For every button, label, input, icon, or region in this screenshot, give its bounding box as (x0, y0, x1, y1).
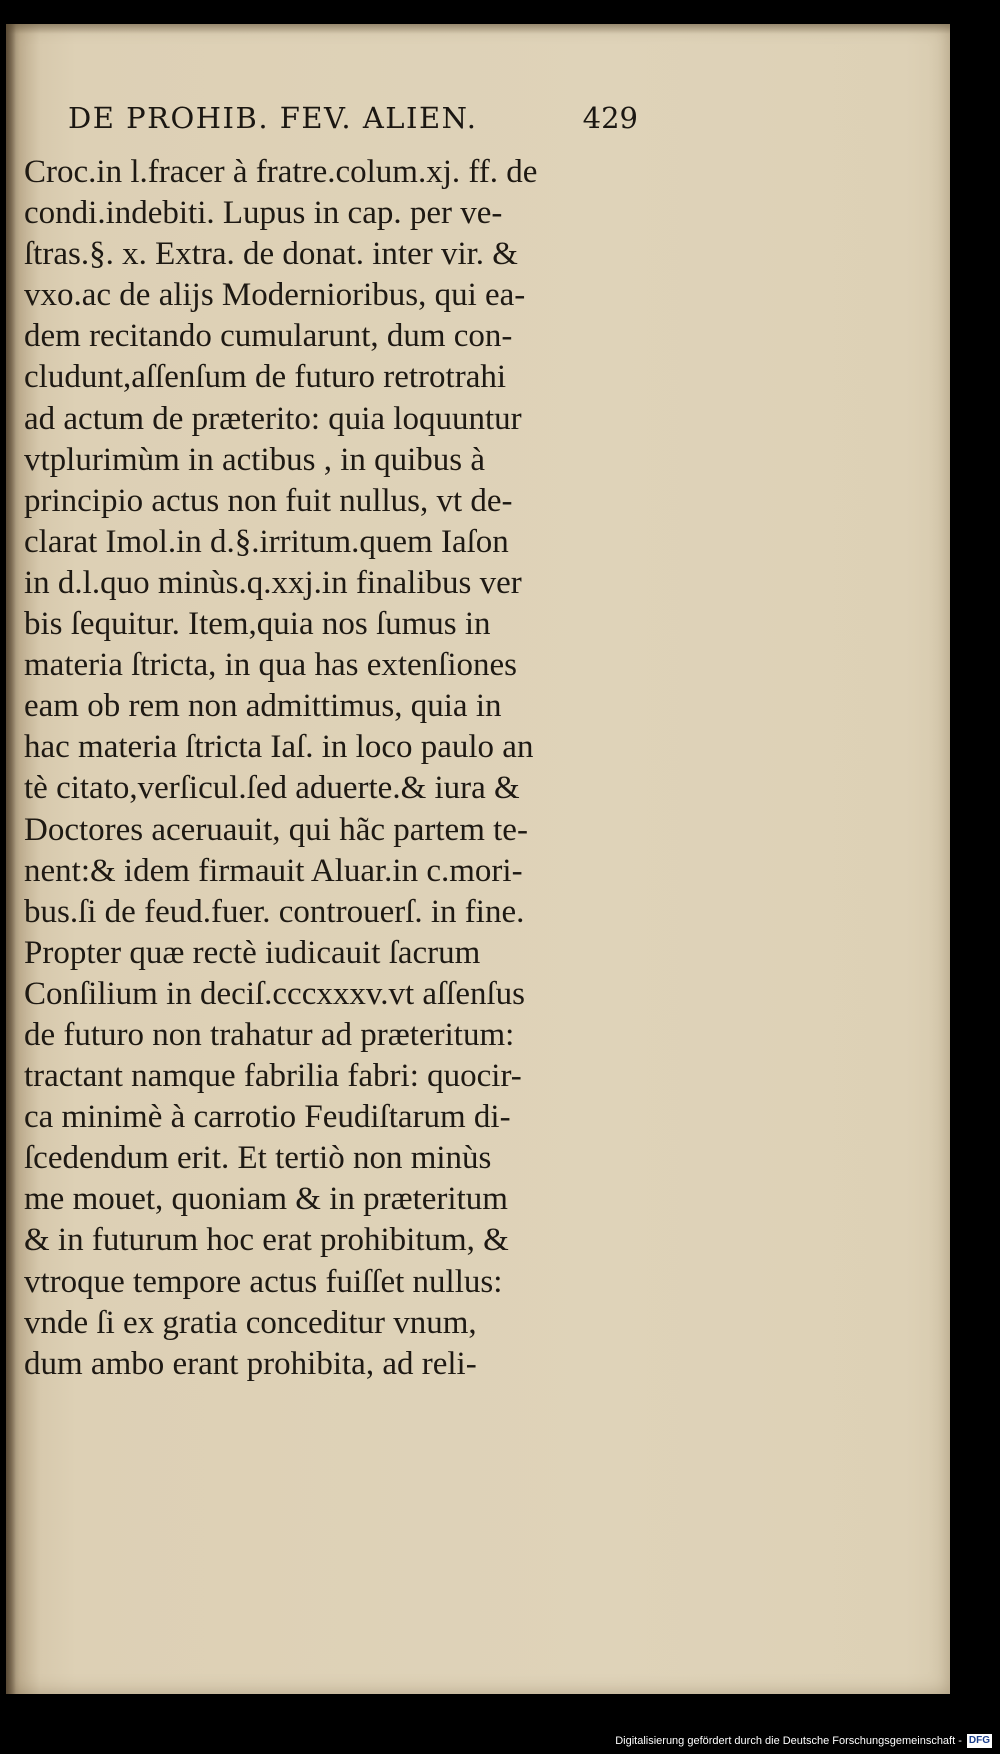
text-line: bis ſequitur. Item,quia nos ſumus in (24, 606, 491, 643)
text-line: & in futurum hoc erat prohibitum, & (24, 1222, 509, 1259)
text-line: condi.indebiti. Lupus in cap. per ve- (24, 195, 503, 232)
text-line: clarat Imol.in d.§.irritum.quem Iaſon (24, 523, 509, 560)
text-line: cludunt,aſſenſum de futuro retrotrahi (24, 359, 507, 396)
text-line: nent:& idem firmauit Aluar.in c.mori- (24, 852, 523, 889)
text-line: me mouet, quoniam & in præteritum (24, 1181, 508, 1218)
text-line: eam ob rem non admittimus, quia in (24, 688, 502, 725)
text-line: Propter quæ rectè iudicauit ſacrum (24, 934, 481, 971)
text-line: principio actus non fuit nullus, vt de- (24, 482, 513, 519)
body-text (24, 152, 664, 1385)
text-line: dem recitando cumularunt, dum con- (24, 318, 513, 355)
text-line: hac materia ſtricta Iaſ. in loco paulo an (24, 729, 534, 766)
text-line: ſtras.§. x. Extra. de donat. inter vir. & (24, 236, 518, 273)
text-line: vxo.ac de alijs Modernioribus, qui ea- (24, 277, 526, 314)
book-page (6, 24, 950, 1694)
page-number: 429 (582, 101, 638, 135)
text-line: de futuro non trahatur ad præteritum: (24, 1016, 515, 1053)
text-line: vtroque tempore actus fuiſſet nullus: (24, 1263, 503, 1300)
text-line: in d.l.quo minùs.q.xxj.in finalibus ver (24, 564, 522, 601)
text-line: ad actum de præterito: quia loquuntur (24, 400, 522, 437)
page-header (68, 92, 638, 144)
text-line: tractant namque fabrilia fabri: quocir- (24, 1058, 522, 1095)
text-line: Doctores aceruauit, qui hãc partem te- (24, 811, 528, 848)
text-line: materia ſtricta, in qua has extenſiones (24, 647, 517, 684)
running-head: DE PROHIB. FEV. ALIEN. (68, 101, 478, 135)
text-line: vtplurimùm in actibus , in quibus à (24, 441, 486, 478)
text-line: ſcedendum erit. Et tertiò non minùs (24, 1140, 492, 1177)
dfg-logo: DFG (968, 1735, 990, 1746)
credit-text: Digitalisierung gefördert durch die Deutsche Forschungsgemeinschaft - (615, 1735, 962, 1747)
text-line: tè citato,verſicul.ſed aduerte.& iura & (24, 770, 520, 807)
text-line: bus.ſi de feud.fuer. controuerſ. in fine. (24, 893, 525, 930)
text-line: ca minimè à carrotio Feudiſtarum di- (24, 1099, 511, 1136)
text-line: Croc.in l.fracer à fratre.colum.xj. ff. de (24, 154, 538, 190)
digitization-credit (615, 1732, 992, 1750)
text-line: vnde ſi ex gratia conceditur vnum, (24, 1304, 477, 1341)
text-line: dum ambo erant prohibita, ad reli- (24, 1345, 477, 1382)
text-line: Conſilium in deciſ.cccxxxv.vt aſſenſus (24, 975, 526, 1012)
